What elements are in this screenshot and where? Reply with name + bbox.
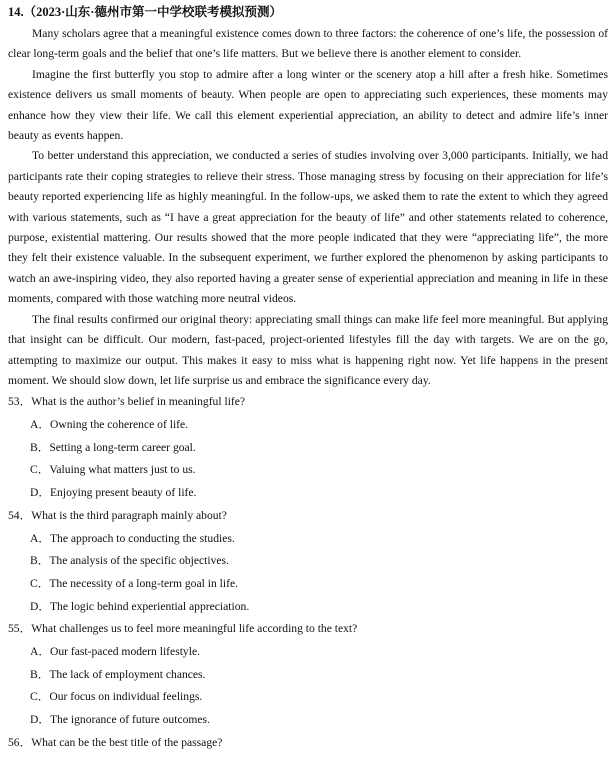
option-b: B．Setting a long-term career goal. <box>30 440 196 454</box>
question-55 <box>8 618 608 732</box>
option-a: A．The approach to conducting the studies. <box>30 531 235 545</box>
question-stem: 55．What challenges us to feel more meaningful life according to the text? <box>8 622 358 636</box>
option-a: A．Our fast-paced modern lifestyle. <box>30 645 200 659</box>
option-b: B．The analysis of the specific objectives. <box>30 554 229 568</box>
passage-paragraph-1: Many scholars agree that a meaningful existence comes down to three factors: the coherence of one’s life, the possession of clear long-term goals and the belief that one’s life matters. But we believe there is another element to consider. <box>8 27 608 61</box>
passage-paragraph-3: To better understand this appreciation, we conducted a series of studies involving over 3,000 participants. Initially, we had participants rate their coping strategies to relieve their stress. Those managing stress by focusing on their appreciation for life’s beauty reported experiencing life as highly meaningful. In the follow-ups, we asked them to rate the extent to which they agreed with various statements, such as “I have a great appreciation for the beauty of life” and other statements related to coherence, purpose, existential mattering. Our results showed that the more people indicated that they were “appreciating life”, the more they felt their existence valuable. In the subsequent experiment, we further explored the phenomenon by asking participants to watch an awe-inspiring video, they also reported having a greater sense of experiential appreciation and meaning in life in these moments, compared with those watching more neutral videos. <box>8 149 608 306</box>
option-a: A．Owning the coherence of life. <box>30 418 189 432</box>
option-d: D．Enjoying present beauty of life. <box>30 486 197 500</box>
question-stem: 54．What is the third paragraph mainly about? <box>8 508 227 522</box>
reading-passage <box>8 24 608 391</box>
question-stem: 56．What can be the best title of the passage? <box>8 735 223 749</box>
passage-paragraph-4: The final results confirmed our original theory: appreciating small things can make life feel more meaningful. But applying that insight can be difficult. Our modern, fast-paced, project-oriented lifestyles fill the day with targets. We are on the go, attempting to maximize our output. This makes it easy to miss what is happening right now. Yet life happens in the present moment. We should slow down, let life surprise us and embrace the significance every day. <box>8 312 608 387</box>
question-53 <box>8 391 608 505</box>
question-54 <box>8 505 608 619</box>
question-stem: 53．What is the author’s belief in meaningful life? <box>8 395 246 409</box>
option-b: B．The lack of employment chances. <box>30 667 206 681</box>
question-set-title: 14.（2023·山东·德州市第一中学校联考模拟预测） <box>8 5 282 19</box>
question-56 <box>8 732 608 755</box>
option-c: C．Valuing what matters just to us. <box>30 463 196 477</box>
option-c: C．The necessity of a long-term goal in life. <box>30 576 238 590</box>
option-d: D．The ignorance of future outcomes. <box>30 713 210 727</box>
passage-paragraph-2: Imagine the first butterfly you stop to admire after a long winter or the scenery atop a hill after a fresh hike. Sometimes existence delivers us small moments of beauty. When people are open to appreciating such experiences, these moments may enhance how they view their life. We call this element experiential appreciation, an ability to detect and admire life’s inner beauty as events happen. <box>8 67 608 143</box>
option-c: C．Our focus on individual feelings. <box>30 690 203 704</box>
option-d: D．The logic behind experiential appreciation. <box>30 599 250 613</box>
